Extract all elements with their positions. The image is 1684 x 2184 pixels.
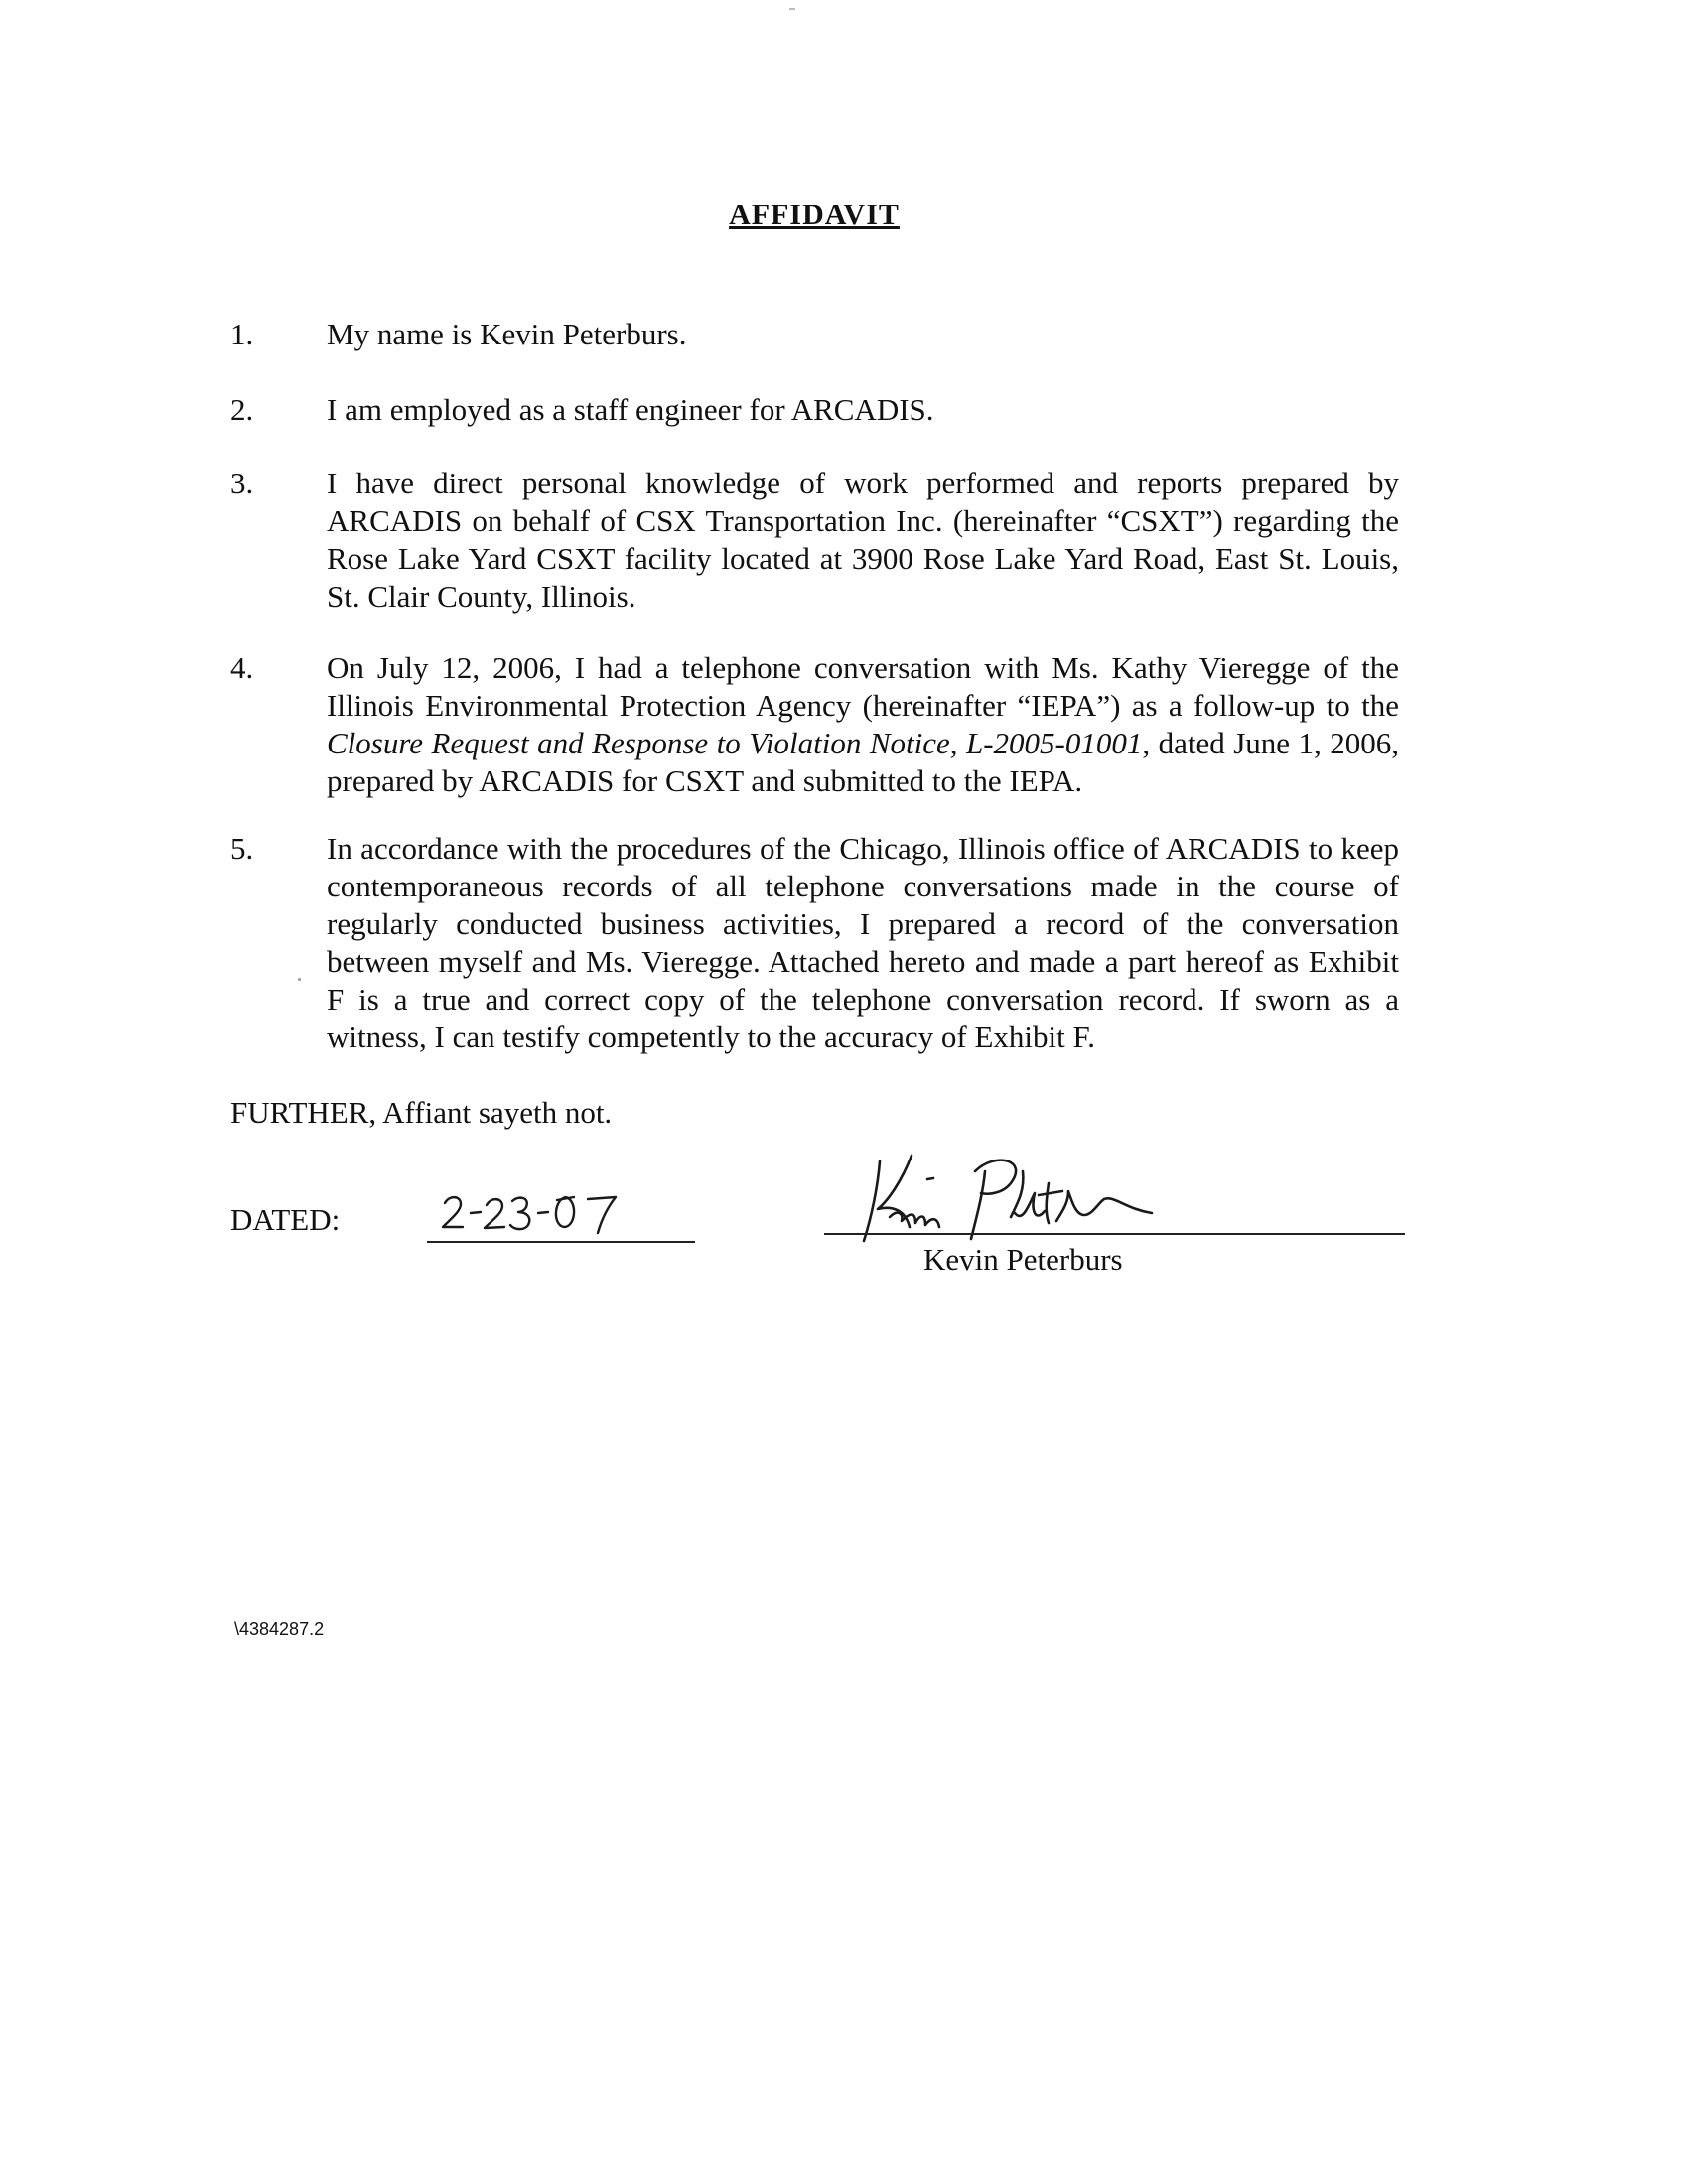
further-statement: FURTHER, Affiant sayeth not. [230, 1095, 613, 1130]
signer-name: Kevin Peterburs [923, 1242, 1123, 1277]
item-text: In accordance with the procedures of the Chicago, Illinois office of ARCADIS to keep contemporaneous records of all telephone conversations made in the course of regularly conducted business activities, I prepared a record of the conversation between myself and Ms. Vieregge. Attached hereto and made a part hereof as Exhibit F is a true and correct copy of the telephone conversation record. If sworn as a witness, I can testify competently to the accuracy of Exhibit F. [327, 831, 1399, 1054]
handwritten-date [427, 1185, 695, 1241]
document-title: AFFIDAVIT [729, 199, 900, 231]
item-text-start: On July 12, 2006, I had a telephone conversation with Ms. Kathy Vieregge of the Illinois Environmental Protection Agency (hereinafter “IEPA”) as a follow-up to the [327, 650, 1399, 723]
handwritten-date-strokes [427, 1185, 695, 1241]
item-text: I have direct personal knowledge of work performed and reports prepared by ARCADIS on behalf of CSX Transportation Inc. (hereinafter “CSXT”) regarding the Rose Lake Yard CSXT facility located at 3900 Rose Lake Yard Road, East St. Louis, St. Clair County, Illinois. [327, 466, 1399, 614]
item-text [327, 649, 1399, 800]
item-number: 3. [230, 466, 254, 500]
item-text: My name is Kevin Peterburs. [327, 317, 687, 351]
item-number: 1. [230, 317, 254, 351]
item-number: 2. [230, 392, 254, 427]
item-number: 5. [230, 831, 254, 866]
item-number: 4. [230, 650, 254, 685]
document-id: \4384287.2 [234, 1619, 325, 1639]
date-underline [427, 1241, 695, 1243]
scan-speck [298, 978, 301, 981]
signature-line [824, 1233, 1405, 1235]
scan-artifact [789, 8, 795, 10]
item-text: I am employed as a staff engineer for ARCADIS. [327, 392, 934, 427]
item-text-italic-title: Closure Request and Response to Violation Notice, L-2005-01001 [327, 726, 1143, 760]
dated-label: DATED: [230, 1202, 341, 1237]
item-text-end: , dated June 1, 2006, prepared by ARCADIS for CSXT and submitted to the IEPA. [327, 726, 1399, 798]
